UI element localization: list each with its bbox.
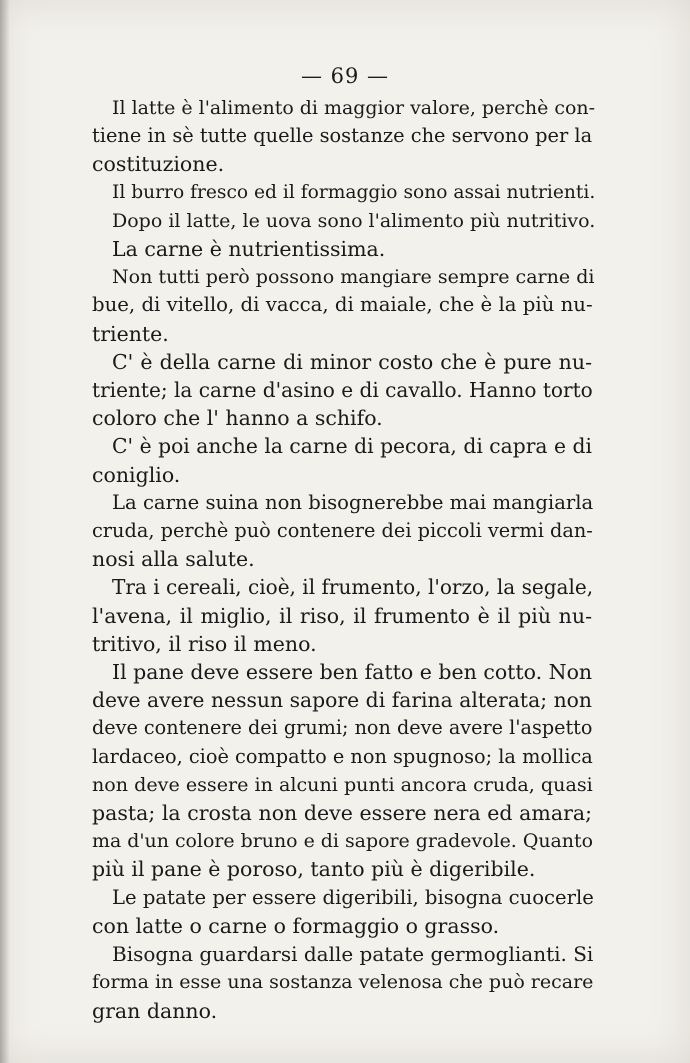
text-line: Non tutti però possono mangiare sempre carne di	[112, 266, 595, 289]
text-line: forma in esse una sostanza velenosa che può recare	[92, 971, 594, 994]
text-line: La carne suina non bisognerebbe mai mangiarla	[112, 490, 594, 514]
text-line: bue, di vitello, di vacca, di maiale, che è la più nu-	[92, 293, 593, 317]
body-text	[72, 94, 596, 1025]
paragraph	[72, 884, 592, 940]
text-line: ma d'un colore bruno e di sapore gradevole. Quanto	[92, 830, 593, 853]
paragraph	[72, 348, 592, 433]
text-line: Tra i cereali, cioè, il frumento, l'orzo, la segale,	[112, 575, 594, 600]
text-line: lardaceo, cioè compatto e non spugnoso; la mollica	[92, 744, 593, 768]
text-line: tritivo, il riso il meno.	[92, 631, 317, 656]
text-line: Bisogna guardarsi dalle patate germoglianti. Si	[112, 942, 594, 967]
text-line: La carne è nutrientissima.	[112, 237, 386, 262]
text-line: deve contenere dei grumi; non deve avere l'aspetto	[92, 716, 593, 740]
text-line: più il pane è poroso, tanto più è digeribile.	[92, 857, 536, 882]
paragraph	[72, 179, 596, 207]
text-line: Il latte è l'alimento di maggior valore, perchè con-	[112, 97, 596, 119]
paragraph	[72, 658, 592, 884]
text-line: triente.	[92, 321, 169, 346]
text-line: costituzione.	[92, 152, 225, 177]
text-line: triente; la carne d'asino e di cavallo. Hanno torto	[92, 378, 593, 403]
text-line: gran danno.	[92, 998, 218, 1023]
paragraph	[72, 263, 595, 348]
paragraph	[72, 432, 592, 488]
text-line: deve avere nessun sapore di farina alterata; non	[92, 688, 592, 713]
page-number: — 69 —	[300, 64, 390, 88]
text-line: Dopo il latte, le uova sono l'alimento più nutritivo.	[112, 209, 596, 232]
text-line: non deve essere in alcuni punti ancora cruda, quasi	[92, 772, 593, 796]
paragraph	[72, 489, 592, 574]
paragraph	[72, 235, 592, 263]
text-line: l'avena, il miglio, il riso, il frumento è il più nu-	[92, 603, 592, 628]
text-line: pasta; la crosta non deve essere nera ed amara;	[92, 801, 592, 826]
paragraph	[72, 94, 596, 179]
text-line: con latte o carne o formaggio o grasso.	[92, 913, 500, 938]
text-line: Le patate per essere digeribili, bisogna cuocerle	[112, 885, 594, 909]
paragraph	[72, 207, 596, 235]
text-line: cruda, perchè può contenere dei piccoli vermi dan-	[92, 519, 593, 543]
text-line: Il burro fresco ed il formaggio sono assai nutrienti.	[112, 181, 596, 203]
paragraph	[72, 940, 592, 1025]
text-line: C' è della carne di minor costo che è pure nu-	[112, 349, 592, 374]
text-line: tiene in sè tutte quelle sostanze che servono per la	[92, 124, 593, 148]
text-line: C' è poi anche la carne di pecora, di capra e di	[112, 434, 592, 459]
text-line: nosi alla salute.	[92, 547, 255, 572]
paragraph	[72, 573, 592, 658]
text-line: coniglio.	[92, 462, 181, 487]
text-line: coloro che l' hanno a schifo.	[92, 406, 383, 431]
text-line: Il pane deve essere ben fatto e ben cotto. Non	[112, 660, 593, 685]
